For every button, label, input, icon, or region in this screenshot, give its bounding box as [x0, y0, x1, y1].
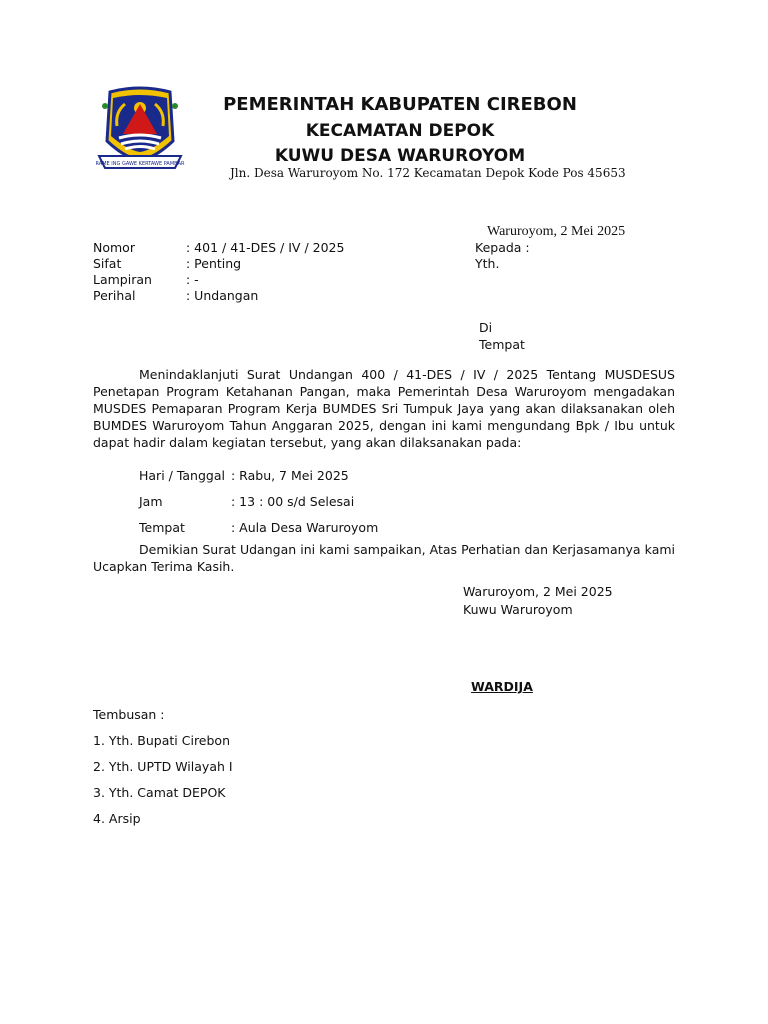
meta-row	[93, 272, 344, 288]
logo-motto: RAME ING GAWE KERTAWE PAMBAR	[95, 161, 185, 167]
schedule-label: Jam	[139, 493, 163, 509]
letter-closing	[93, 541, 675, 575]
recipient-block	[475, 240, 530, 272]
tembusan-item: 2. Yth. UPTD Wilayah I	[93, 759, 233, 774]
meta-label: Lampiran	[93, 272, 152, 287]
schedule-row	[139, 462, 378, 488]
recipient-yth: Yth.	[475, 256, 500, 271]
meta-value: : -	[186, 272, 199, 287]
tembusan-item: 1. Yth. Bupati Cirebon	[93, 733, 231, 748]
schedule-label: Tempat	[139, 519, 185, 535]
header-district: KECAMATAN DEPOK	[305, 121, 495, 141]
meta-row	[93, 288, 344, 304]
recipient-tempat: Tempat	[479, 337, 525, 352]
body-paragraph: Menindaklanjuti Surat Undangan 400 / 41-DES / IV / 2025 Tentang MUSDESUS Penetapan Program Ketahanan Pangan, maka Pemerintah Desa Waruroyom mengadakan MUSDES Pemaparan Program Kerja BUMDES Sri Tumpuk Jaya yang akan dilaksanakan oleh BUMDES Waruroyom Tahun Anggaran 2025, dengan ini kami mengundang Bpk / Ibu untuk dapat hadir dalam kegiatan tersebut, yang akan dilaksanakan pada:	[93, 367, 675, 450]
schedule-value: : Aula Desa Waruroyom	[231, 519, 379, 535]
meta-value: : Undangan	[186, 288, 259, 303]
tembusan-title: Tembusan :	[93, 707, 165, 722]
signer-name: WARDIJA	[471, 679, 533, 694]
schedule-row	[139, 488, 378, 514]
meta-value: : Penting	[186, 256, 242, 271]
recipient-di: Di	[479, 320, 493, 335]
header-village: KUWU DESA WARUROYOM	[274, 146, 526, 166]
letter-date: Waruroyom, 2 Mei 2025	[487, 224, 626, 239]
tembusan-item: 4. Arsip	[93, 811, 141, 826]
event-schedule	[139, 462, 378, 540]
schedule-row	[139, 514, 378, 540]
meta-label: Perihal	[93, 288, 136, 303]
meta-value: : 401 / 41-DES / IV / 2025	[186, 240, 345, 255]
signature-place-date: Waruroyom, 2 Mei 2025	[463, 584, 613, 599]
closing-paragraph: Demikian Surat Udangan ini kami sampaikan, Atas Perhatian dan Kerjasamanya kami Ucapkan Terima Kasih.	[93, 542, 675, 574]
recipient-location	[479, 319, 525, 353]
header-address: Jln. Desa Waruroyom No. 172 Kecamatan Depok Kode Pos 45653	[230, 166, 626, 180]
meta-row	[93, 256, 344, 272]
schedule-value: : Rabu, 7 Mei 2025	[231, 467, 349, 483]
meta-label: Sifat	[93, 256, 122, 271]
meta-label: Nomor	[93, 240, 135, 255]
header-government: PEMERINTAH KABUPATEN CIREBON	[223, 94, 577, 115]
meta-row	[93, 240, 344, 256]
tembusan-list	[93, 705, 233, 835]
letter-meta	[93, 240, 344, 304]
tembusan-item: 3. Yth. Camat DEPOK	[93, 785, 226, 800]
schedule-value: : 13 : 00 s/d Selesai	[231, 493, 355, 509]
signature-position: Kuwu Waruroyom	[463, 602, 573, 617]
kabupaten-cirebon-emblem	[95, 86, 185, 178]
signature-block	[463, 583, 613, 619]
recipient-kepada: Kepada :	[475, 240, 530, 255]
letter-body	[93, 366, 675, 451]
schedule-label: Hari / Tanggal	[139, 467, 225, 483]
